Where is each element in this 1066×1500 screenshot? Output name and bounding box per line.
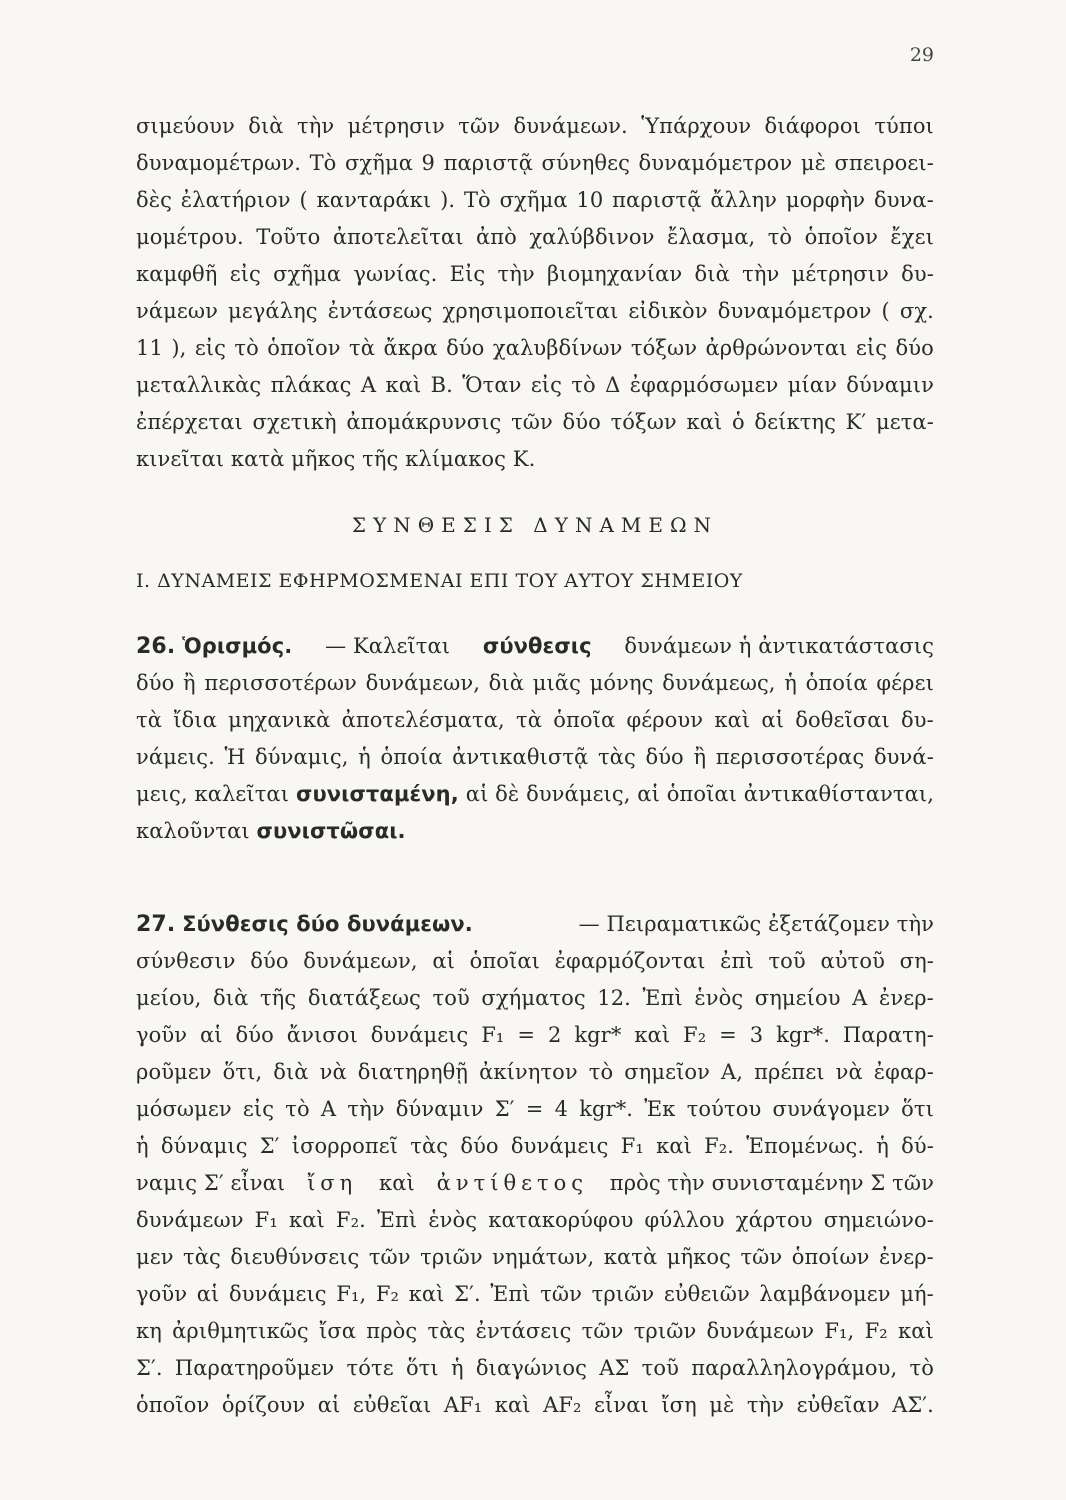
text-line: δυνάμεων F₁ καὶ F₂. Ἐπὶ ἑνὸς κατακορύφου φύλλου χάρτου σημειώνο- [136,1208,934,1232]
section-heading: ΣΥΝΘΕΣΙΣ ΔΥΝΑΜΕΩΝ [351,513,719,537]
text-line: ἡ δύναμις Σ′ ἰσορροπεῖ τὰς δύο δυνάμεις F₁ καὶ F₂. Ἑπομένως. ἡ δύ- [136,1134,934,1158]
text-line: γοῦν αἱ δύο ἄνισοι δυνάμεις F₁ = 2 kgr* καὶ F₂ = 3 kgr*. Παρατη- [136,1023,934,1047]
body-text [136,108,934,1424]
spaced-word: ἀντίθετος [436,1171,588,1195]
text-line: καμφθῆ εἰς σχῆμα γωνίας. Εἰς τὴν βιομηχανίαν διὰ τὴν μέτρησιν δυ- [136,262,934,286]
text-line: κη ἀριθμητικῶς ἴσα πρὸς τὰς ἐντάσεις τῶν τριῶν δυνάμεων F₁, F₂ καὶ [136,1319,934,1343]
text-line: νάμεις. Ἡ δύναμις, ἡ ὁποία ἀντικαθιστᾷ τὰς δύο ἢ περισσοτέρας δυνά- [136,745,934,769]
text-line: σιμεύουν διὰ τὴν μέτρησιν τῶν δυνάμεων. Ὑπάρχουν διάφοροι τύποι [136,114,934,138]
text-line: ροῦμεν ὅτι, διὰ νὰ διατηρηθῇ ἀκίνητον τὸ σημεῖον Α, πρέπει νὰ ἐφαρ- [136,1060,934,1084]
text-line: γοῦν αἱ δυνάμεις F₁, F₂ καὶ Σ′. Ἐπὶ τῶν τριῶν εὐθειῶν λαμβάνομεν μή- [136,1282,934,1306]
text-line: 11 ), εἰς τὸ ὁποῖον τὰ ἄκρα δύο χαλυβδίνων τόξων ἀρθρώνονται εἰς δύο [136,336,934,360]
text-line: δύο ἢ περισσοτέρων δυνάμεων, διὰ μιᾶς μόνης δυνάμεως, ἡ ὁποία φέρει [136,671,934,695]
text-line: κινεῖται κατὰ μῆκος τῆς κλίμακος Κ. [136,447,536,471]
text-line: τὰ ἴδια μηχανικὰ ἀποτελέσματα, τὰ ὁποῖα φέρουν καὶ αἱ δοθεῖσαι δυ- [136,708,934,732]
page-number: 29 [909,44,934,66]
intro-paragraph [136,108,934,478]
paragraph-26 [136,628,934,850]
text-line: μείου, διὰ τῆς διατάξεως τοῦ σχήματος 12. Ἐπὶ ἑνὸς σημείου Α ἐνερ- [136,986,934,1010]
paragraph-number: 27. [136,912,176,937]
paragraph-title: Ὁρισμός. [182,634,293,658]
text-line: καλοῦνται συνιστῶσαι. [136,813,934,850]
term: συνιστῶσαι. [256,819,406,843]
text-line: δὲς ἐλατήριον ( κανταράκι ). Τὸ σχῆμα 10 παριστᾷ ἄλλην μορφὴν δυνα- [136,188,934,212]
term: συνισταμένη, [296,782,459,806]
sub-heading: Ι. ΔΥΝΑΜΕΙΣ ΕΦΗΡΜΟΣΜΕΝΑΙ ΕΠΙ ΤΟΥ ΑΥΤΟΥ ΣΗΜΕΙΟΥ [136,570,743,592]
text-line: μεταλλικὰς πλάκας Α καὶ Β. Ὅταν εἰς τὸ Δ ἐφαρμόσωμεν μίαν δύναμιν [136,373,934,397]
paragraph-number: 26. [136,634,176,659]
paragraph-title: Σύνθεσις δύο δυνάμεων. [182,912,473,936]
text-line: μεις, καλεῖται συνισταμένη, αἱ δὲ δυνάμεις, αἱ ὁποῖαι ἀντικαθίστανται, [136,776,934,813]
text-line: σύνθεσιν δύο δυνάμεων, αἱ ὁποῖαι ἐφαρμόζονται ἐπὶ τοῦ αὐτοῦ ση- [136,949,934,973]
text-line: δυναμομέτρων. Τὸ σχῆμα 9 παριστᾷ σύνηθες δυναμόμετρον μὲ σπειροει- [136,151,934,175]
text-line: ἐπέρχεται σχετικὴ ἀπομάκρυνσις τῶν δύο τόξων καὶ ὁ δείκτης Κ′ μετα- [136,410,934,434]
text-line: ὁποῖον ὁρίζουν αἱ εὐθεῖαι ΑF₁ καὶ ΑF₂ εἶναι ἴση μὲ τὴν εὐθεῖαν ΑΣ′. [136,1393,934,1417]
text-line: νάμεων μεγάλης ἐντάσεως χρησιμοποιεῖται εἰδικὸν δυναμόμετρον ( σχ. [136,299,934,323]
spaced-word: ἴση [307,1171,358,1195]
text-line: μόσωμεν εἰς τὸ Α τὴν δύναμιν Σ′ = 4 kgr*. Ἐκ τούτου συνάγομεν ὅτι [136,1097,934,1121]
text-line: ναμις Σ′ εἶναι ἴση καὶ ἀντίθετος πρὸς τὴν συνισταμένην Σ τῶν [136,1165,934,1202]
text-line: Σ′. Παρατηροῦμεν τότε ὅτι ἡ διαγώνιος ΑΣ τοῦ παραλληλογράμου, τὸ [136,1356,934,1380]
text-line: 27. Σύνθεσις δύο δυνάμεων. — Πειραματικῶς ἐξετάζομεν τὴν [136,912,934,937]
term: σύνθεσις [482,634,592,658]
text-line: 26. Ὁρισμός. — Καλεῖται σύνθεσις δυνάμεων ἡ ἀντικατάστασις [136,628,934,665]
text-line: μομέτρου. Τοῦτο ἀποτελεῖται ἀπὸ χαλύβδινον ἔλασμα, τὸ ὁποῖον ἔχει [136,225,934,249]
text-line: μεν τὰς διευθύνσεις τῶν τριῶν νημάτων, κατὰ μῆκος τῶν ὁποίων ἐνερ- [136,1245,934,1269]
paragraph-27 [136,906,934,1424]
